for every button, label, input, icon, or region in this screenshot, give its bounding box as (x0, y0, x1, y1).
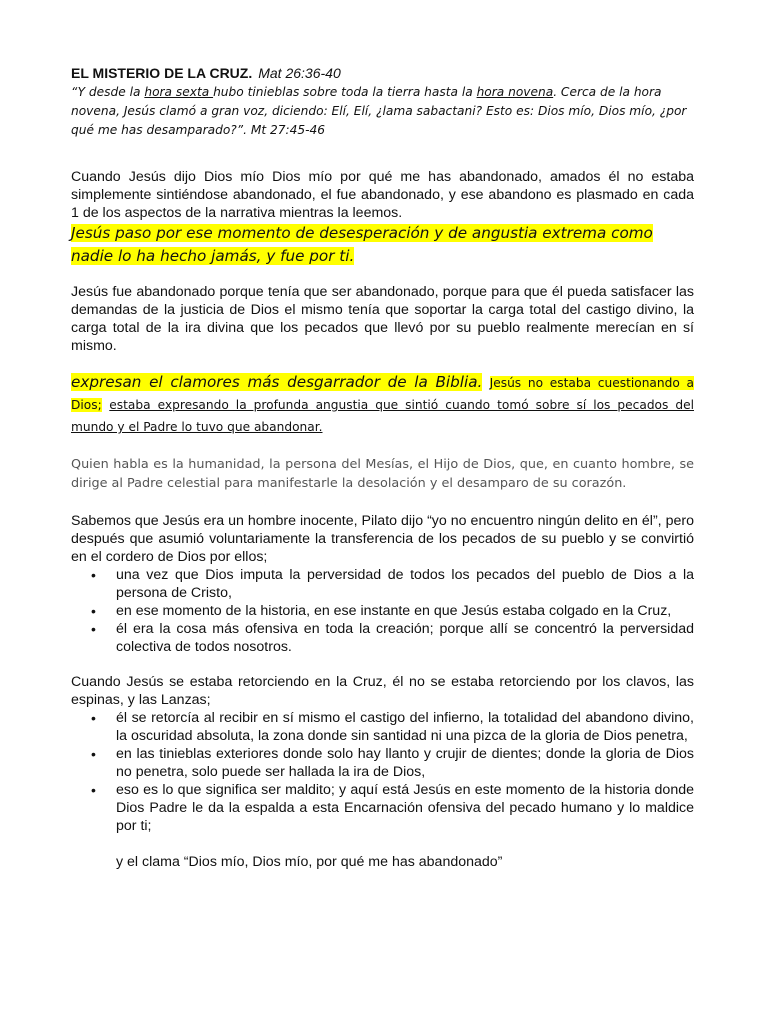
highlighted-text-small: Jesús no estaba cuestionando a Dios; (71, 376, 694, 412)
quote-text: “Y desde la (71, 85, 145, 99)
closing-line: y el clama “Dios mío, Dios mío, por qué me has abandonado” (116, 854, 503, 870)
paragraph-3: Quien habla es la humanidad, la persona del Mesías, el Hijo de Dios, que, en cuanto hombre, se dirige al Padre celestial para manifestarle la desolación y el desamparo de su corazón. (71, 457, 694, 491)
bullet-list-2 (71, 709, 694, 835)
bullet-icon: • (91, 603, 96, 619)
quote-text: hubo tinieblas sobre toda la tierra hasta la (213, 85, 477, 99)
paragraph-1: Cuando Jesús dijo Dios mío Dios mío por qué me has abandonado, amados él no estaba simplemente sintiéndose abandonado, el fue abandonado, y ese abandono es plasmado en cada 1 de los aspectos de la narrativa mientras la leemos. (71, 169, 694, 221)
title-main: EL MISTERIO DE LA CRUZ. (71, 65, 253, 81)
underlined-text-small: estaba expresando la profunda angustia que sintió cuando tomó sobre sí los pecados del mundo y el Padre lo tuvo que abandonar. (71, 398, 694, 434)
bullet-icon: • (91, 621, 96, 637)
bullet-icon: • (91, 746, 96, 762)
quote-underlined-hora-novena: hora novena (476, 85, 554, 99)
list-item (71, 781, 694, 835)
bullet-icon: • (91, 782, 96, 798)
highlighted-statement-2 (71, 372, 694, 438)
document-title (71, 64, 694, 82)
list-item (71, 709, 694, 745)
title-reference: Mat 26:36-40 (258, 65, 341, 81)
highlighted-text: Jesús paso por ese momento de desesperación y de angustia extrema como nadie lo ha hecho jamás, y fue por ti. (71, 224, 653, 265)
scripture-quote (71, 83, 694, 140)
list-item-text: él era la cosa más ofensiva en toda la creación; porque allí se concentró la perversidad colectiva de todos nosotros. (116, 621, 694, 655)
list-item-text: él se retorcía al recibir en sí mismo el castigo del infierno, la totalidad del abandono divino, la oscuridad absoluta, la zona donde sin santidad ni una pizca de la gloria de Dios penetra, (116, 710, 694, 744)
document-page (71, 64, 694, 871)
bullet-icon: • (91, 567, 96, 583)
list-item (71, 620, 694, 656)
list-item (71, 566, 694, 602)
paragraph-2: Jesús fue abandonado porque tenía que ser abandonado, porque para que él pueda satisfacer las demandas de la justicia de Dios el mismo tenía que soportar la carga total del castigo divino, la carga total de la ira divina que los pecados que llevó por su pueblo realmente merecían en sí mismo. (71, 284, 694, 354)
list-item (71, 602, 694, 620)
list-item-text: eso es lo que significa ser maldito; y aquí está Jesús en este momento de la historia donde Dios Padre le da la espalda a esta Encarnación ofensiva del pecado humano y lo maldice por ti; (116, 782, 694, 834)
quote-text: . Cerca de la hora novena, Jesús clamó a gran voz, diciendo: Elí, Elí, ¿lama sabactani? Esto es: Dios mío, Dios mío, ¿por qué me has desamparado?”. Mt 27:45-46 (71, 85, 687, 137)
list-item (71, 745, 694, 781)
paragraph-4: Sabemos que Jesús era un hombre inocente, Pilato dijo “yo no encuentro ningún delito en él”, pero después que asumió voluntariamente la transferencia de los pecados de su pueblo y se convirtió en el cordero de Dios por ellos; (71, 513, 694, 565)
paragraph-5: Cuando Jesús se estaba retorciendo en la Cruz, él no se estaba retorciendo por los clavos, las espinas, y las Lanzas; (71, 674, 694, 708)
highlighted-text-large: expresan el clamores más desgarrador de la Biblia. (71, 373, 483, 391)
bullet-icon: • (91, 710, 96, 726)
highlighted-statement-1 (71, 222, 694, 268)
list-item-text: en las tinieblas exteriores donde solo hay llanto y crujir de dientes; donde la gloria de Dios no penetra, solo puede ser hallada la ira de Dios, (116, 746, 694, 780)
list-item-text: en ese momento de la historia, en ese instante en que Jesús estaba colgado en la Cruz, (116, 603, 672, 619)
bullet-list-1 (71, 566, 694, 656)
quote-underlined-hora-sexta: hora sexta (144, 85, 214, 99)
list-item-text: una vez que Dios imputa la perversidad de todos los pecados del pueblo de Dios a la persona de Cristo, (116, 567, 694, 601)
